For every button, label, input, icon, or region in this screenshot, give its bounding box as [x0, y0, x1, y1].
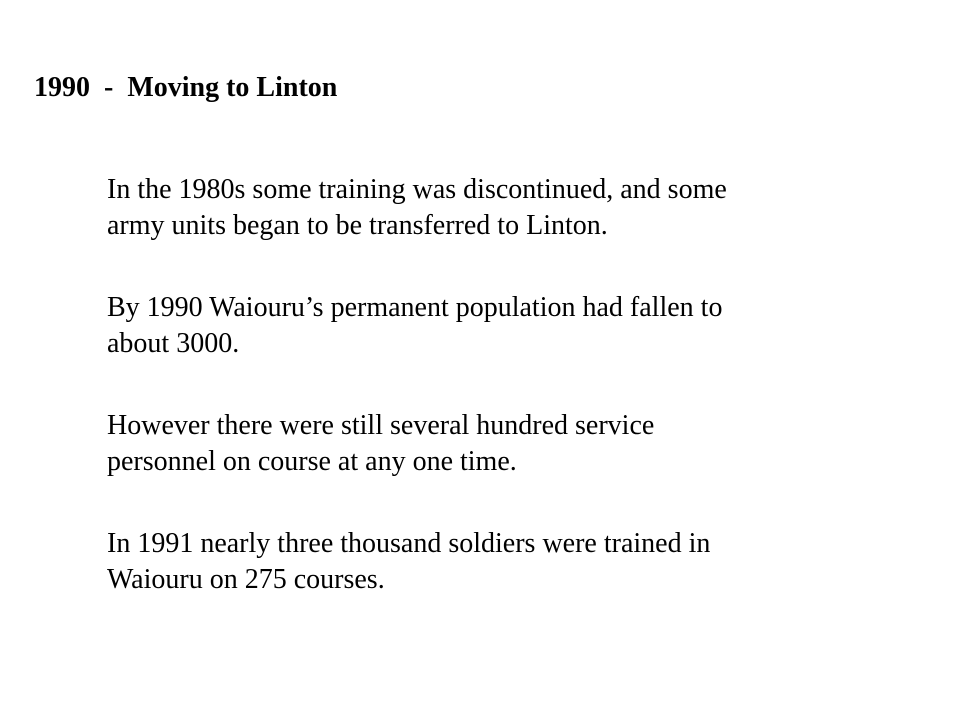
paragraph-line: Waiouru on 275 courses. [107, 564, 385, 595]
paragraph-linton-transfer [107, 172, 867, 244]
paragraph-line: By 1990 Waiouru’s permanent population had fallen to [107, 292, 723, 323]
paragraph-line: In 1991 nearly three thousand soldiers were trained in [107, 528, 711, 559]
paragraph-line: personnel on course at any one time. [107, 446, 517, 477]
paragraph-line: army units began to be transferred to Linton. [107, 210, 608, 241]
slide-title: 1990 - Moving to Linton [34, 72, 338, 103]
paragraph-line: However there were still several hundred service [107, 410, 655, 441]
paragraph-population [107, 290, 867, 362]
paragraph-1991-training [107, 526, 867, 598]
slide-body [107, 172, 867, 644]
paragraph-line: In the 1980s some training was discontinued, and some [107, 174, 727, 205]
paragraph-line: about 3000. [107, 328, 240, 359]
paragraph-service-personnel [107, 408, 867, 480]
